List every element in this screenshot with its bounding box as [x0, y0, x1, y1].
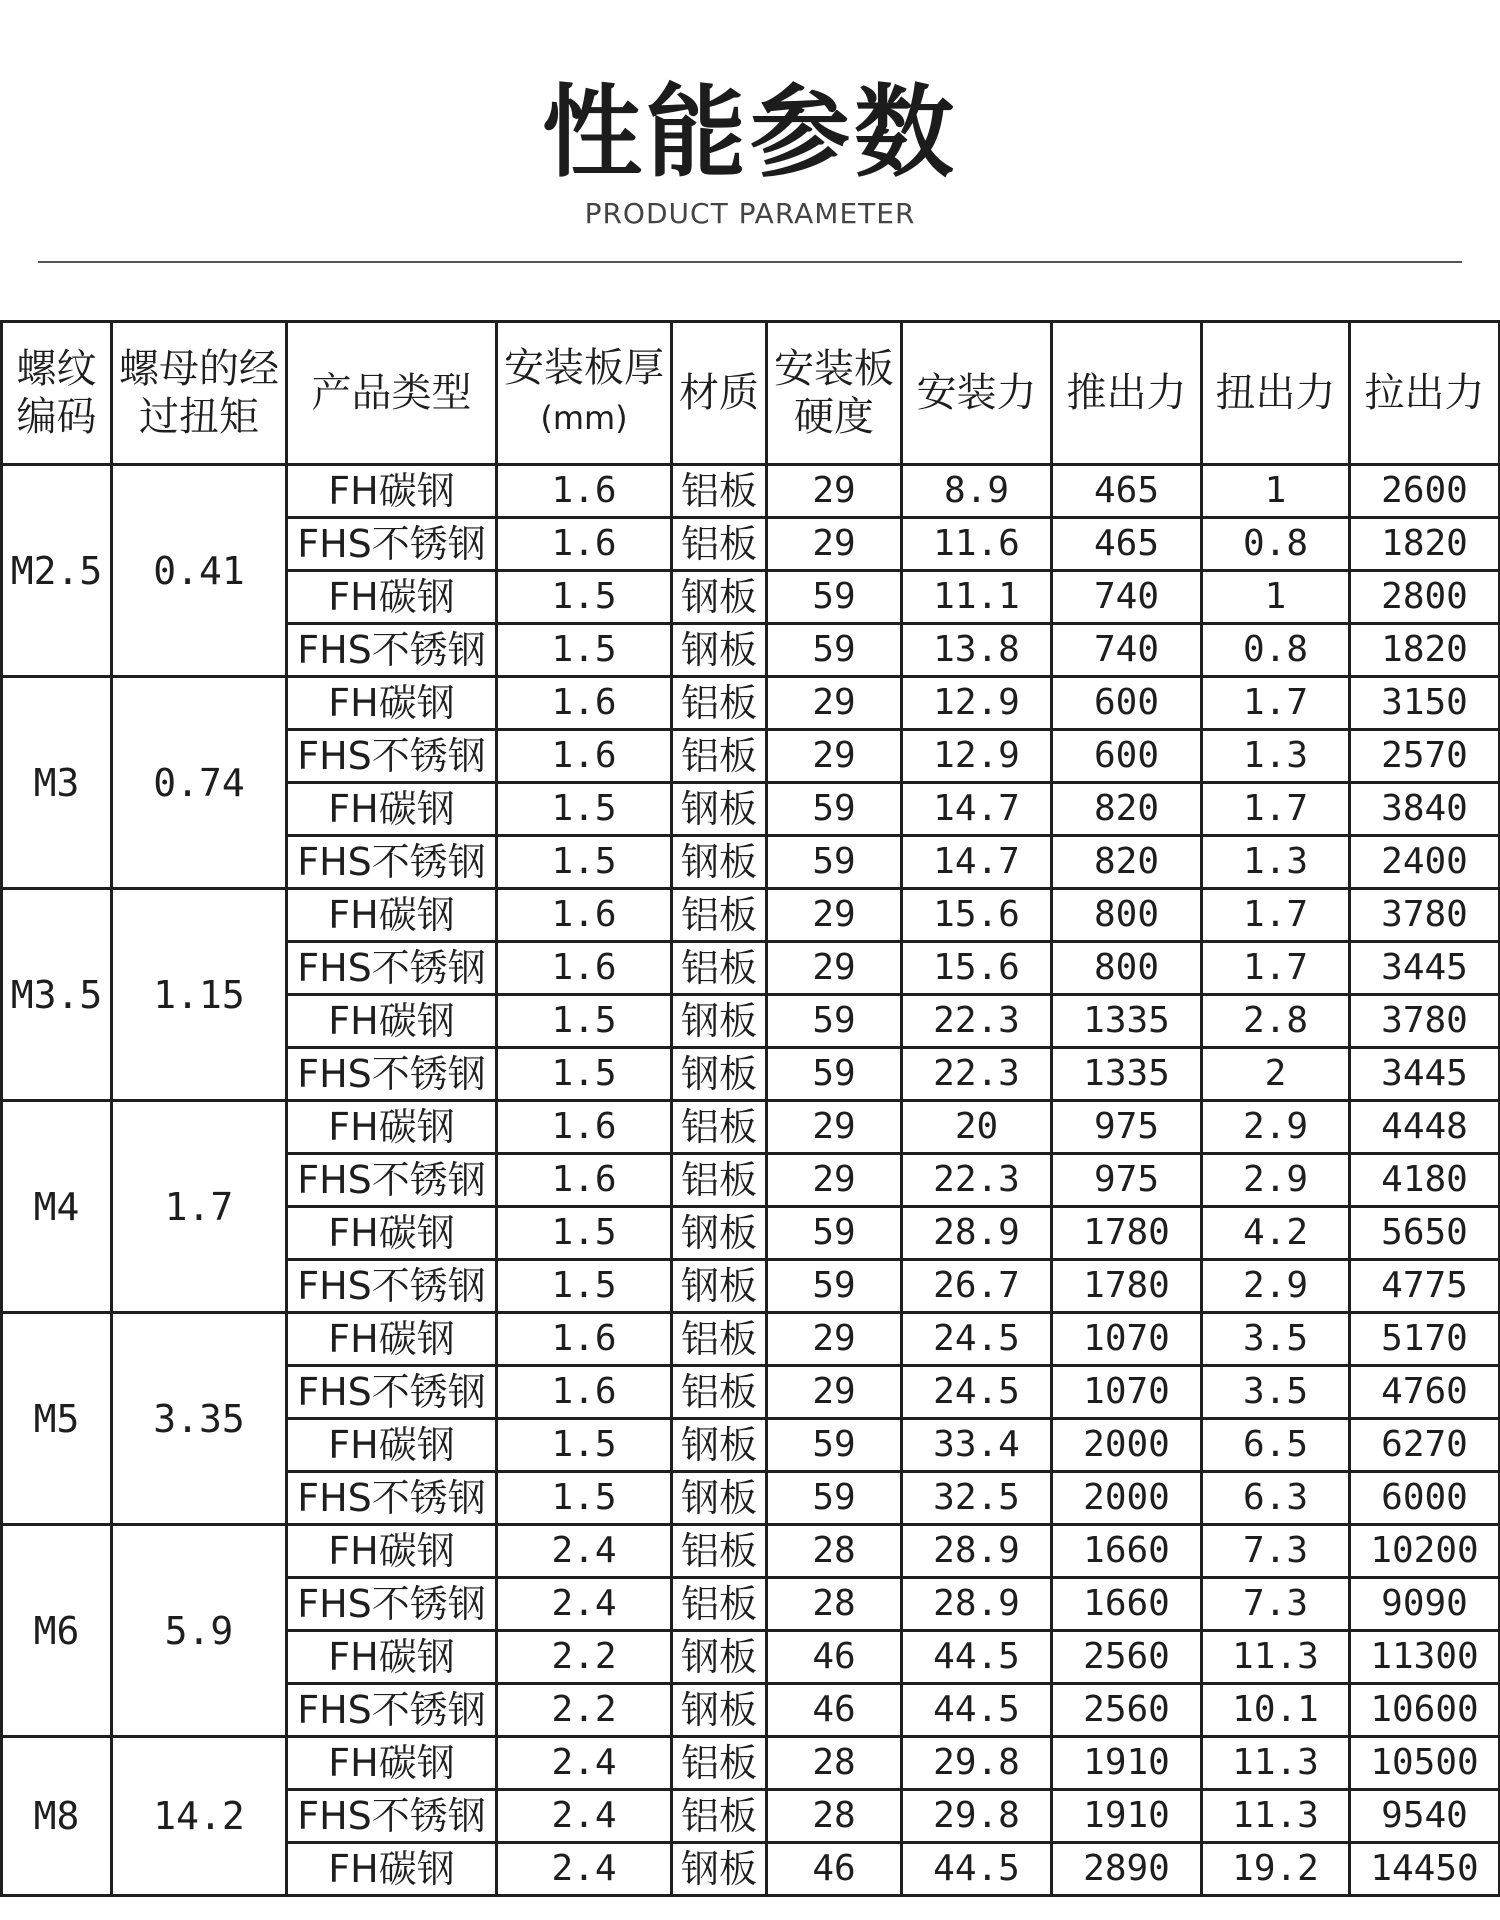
install-force-cell: 8.9	[902, 465, 1052, 518]
material-cell: 铝板	[672, 942, 767, 995]
plate-hardness-cell: 29	[767, 518, 902, 571]
install-force-cell: 28.9	[902, 1525, 1052, 1578]
push-out-force-cell: 1335	[1052, 1048, 1202, 1101]
install-force-cell: 15.6	[902, 889, 1052, 942]
pull-out-force-cell: 4448	[1350, 1101, 1500, 1154]
plate-thickness-cell: 1.6	[497, 942, 672, 995]
torque-out-force-cell: 6.5	[1202, 1419, 1350, 1472]
plate-thickness-cell: 2.4	[497, 1790, 672, 1843]
pull-out-force-cell: 9090	[1350, 1578, 1500, 1631]
col-push-out-force: 推出力	[1052, 322, 1202, 465]
torque-out-force-cell: 1.7	[1202, 783, 1350, 836]
table-row	[2, 889, 1500, 942]
plate-thickness-cell: 2.4	[497, 1578, 672, 1631]
install-force-cell: 24.5	[902, 1313, 1052, 1366]
table-row	[2, 1737, 1500, 1790]
col-pull-out-force: 拉出力	[1350, 322, 1500, 465]
pull-out-force-cell: 4775	[1350, 1260, 1500, 1313]
pull-out-force-cell: 9540	[1350, 1790, 1500, 1843]
pull-out-force-cell: 10500	[1350, 1737, 1500, 1790]
material-cell: 钢板	[672, 783, 767, 836]
pull-out-force-cell: 6270	[1350, 1419, 1500, 1472]
plate-hardness-cell: 59	[767, 1048, 902, 1101]
plate-thickness-cell: 1.5	[497, 1048, 672, 1101]
plate-thickness-cell: 2.4	[497, 1525, 672, 1578]
push-out-force-cell: 820	[1052, 783, 1202, 836]
material-cell: 钢板	[672, 995, 767, 1048]
push-out-force-cell: 600	[1052, 730, 1202, 783]
col-plate-thickness-label: 安装板厚	[504, 345, 664, 391]
material-cell: 铝板	[672, 1101, 767, 1154]
plate-thickness-cell: 2.4	[497, 1843, 672, 1896]
material-cell: 钢板	[672, 1048, 767, 1101]
torque-out-force-cell: 7.3	[1202, 1525, 1350, 1578]
col-torque: 螺母的经过扭矩	[112, 322, 287, 465]
plate-thickness-cell: 1.6	[497, 677, 672, 730]
plate-thickness-cell: 1.6	[497, 730, 672, 783]
push-out-force-cell: 2000	[1052, 1419, 1202, 1472]
torque-out-force-cell: 1	[1202, 571, 1350, 624]
plate-hardness-cell: 28	[767, 1737, 902, 1790]
torque-out-force-cell: 3.5	[1202, 1366, 1350, 1419]
torque-cell: 3.35	[112, 1313, 287, 1525]
push-out-force-cell: 800	[1052, 942, 1202, 995]
torque-out-force-cell: 2	[1202, 1048, 1350, 1101]
table-row	[2, 1101, 1500, 1154]
material-cell: 钢板	[672, 624, 767, 677]
col-plate-thickness-unit: (mm)	[540, 399, 628, 437]
product-type-cell: FHS不锈钢	[287, 1472, 497, 1525]
product-type-cell: FHS不锈钢	[287, 1684, 497, 1737]
push-out-force-cell: 1335	[1052, 995, 1202, 1048]
install-force-cell: 28.9	[902, 1578, 1052, 1631]
torque-out-force-cell: 11.3	[1202, 1790, 1350, 1843]
torque-out-force-cell: 11.3	[1202, 1737, 1350, 1790]
material-cell: 铝板	[672, 889, 767, 942]
pull-out-force-cell: 3780	[1350, 889, 1500, 942]
install-force-cell: 29.8	[902, 1790, 1052, 1843]
plate-hardness-cell: 59	[767, 1207, 902, 1260]
install-force-cell: 22.3	[902, 1048, 1052, 1101]
plate-hardness-cell: 29	[767, 942, 902, 995]
push-out-force-cell: 2890	[1052, 1843, 1202, 1896]
plate-thickness-cell: 1.5	[497, 1260, 672, 1313]
pull-out-force-cell: 14450	[1350, 1843, 1500, 1896]
torque-out-force-cell: 1.7	[1202, 942, 1350, 995]
material-cell: 钢板	[672, 836, 767, 889]
push-out-force-cell: 1660	[1052, 1525, 1202, 1578]
col-material: 材质	[672, 322, 767, 465]
material-cell: 铝板	[672, 1154, 767, 1207]
col-plate-hardness: 安装板硬度	[767, 322, 902, 465]
torque-out-force-cell: 3.5	[1202, 1313, 1350, 1366]
product-type-cell: FH碳钢	[287, 1631, 497, 1684]
install-force-cell: 22.3	[902, 1154, 1052, 1207]
material-cell: 钢板	[672, 571, 767, 624]
push-out-force-cell: 2560	[1052, 1684, 1202, 1737]
install-force-cell: 28.9	[902, 1207, 1052, 1260]
plate-thickness-cell: 1.5	[497, 1419, 672, 1472]
install-force-cell: 12.9	[902, 677, 1052, 730]
install-force-cell: 29.8	[902, 1737, 1052, 1790]
plate-hardness-cell: 59	[767, 995, 902, 1048]
pull-out-force-cell: 4180	[1350, 1154, 1500, 1207]
torque-out-force-cell: 1	[1202, 465, 1350, 518]
push-out-force-cell: 600	[1052, 677, 1202, 730]
material-cell: 铝板	[672, 1737, 767, 1790]
torque-cell: 1.7	[112, 1101, 287, 1313]
pull-out-force-cell: 5650	[1350, 1207, 1500, 1260]
torque-out-force-cell: 1.3	[1202, 836, 1350, 889]
product-type-cell: FH碳钢	[287, 677, 497, 730]
pull-out-force-cell: 3150	[1350, 677, 1500, 730]
plate-thickness-cell: 1.6	[497, 889, 672, 942]
plate-hardness-cell: 29	[767, 465, 902, 518]
plate-thickness-cell: 2.4	[497, 1737, 672, 1790]
install-force-cell: 11.1	[902, 571, 1052, 624]
push-out-force-cell: 2560	[1052, 1631, 1202, 1684]
plate-hardness-cell: 29	[767, 677, 902, 730]
pull-out-force-cell: 4760	[1350, 1366, 1500, 1419]
push-out-force-cell: 2000	[1052, 1472, 1202, 1525]
pull-out-force-cell: 1820	[1350, 518, 1500, 571]
push-out-force-cell: 1910	[1052, 1737, 1202, 1790]
product-type-cell: FHS不锈钢	[287, 836, 497, 889]
torque-out-force-cell: 0.8	[1202, 518, 1350, 571]
pull-out-force-cell: 2600	[1350, 465, 1500, 518]
torque-out-force-cell: 2.9	[1202, 1154, 1350, 1207]
torque-out-force-cell: 19.2	[1202, 1843, 1350, 1896]
plate-hardness-cell: 59	[767, 1472, 902, 1525]
product-type-cell: FH碳钢	[287, 1419, 497, 1472]
torque-out-force-cell: 1.7	[1202, 677, 1350, 730]
plate-thickness-cell: 2.2	[497, 1684, 672, 1737]
table-body	[2, 465, 1500, 1896]
material-cell: 钢板	[672, 1419, 767, 1472]
material-cell: 铝板	[672, 518, 767, 571]
table-header-row	[2, 322, 1500, 465]
parameter-table-container	[0, 320, 1500, 1920]
product-type-cell: FH碳钢	[287, 1525, 497, 1578]
push-out-force-cell: 820	[1052, 836, 1202, 889]
plate-hardness-cell: 46	[767, 1843, 902, 1896]
page-title: 性能参数	[542, 74, 958, 191]
torque-out-force-cell: 2.8	[1202, 995, 1350, 1048]
push-out-force-cell: 975	[1052, 1101, 1202, 1154]
push-out-force-cell: 1910	[1052, 1790, 1202, 1843]
torque-out-force-cell: 2.9	[1202, 1101, 1350, 1154]
material-cell: 铝板	[672, 465, 767, 518]
torque-out-force-cell: 11.3	[1202, 1631, 1350, 1684]
push-out-force-cell: 975	[1052, 1154, 1202, 1207]
material-cell: 铝板	[672, 1313, 767, 1366]
product-type-cell: FH碳钢	[287, 1737, 497, 1790]
push-out-force-cell: 1660	[1052, 1578, 1202, 1631]
thread-code-cell: M3.5	[2, 889, 112, 1101]
plate-hardness-cell: 59	[767, 1419, 902, 1472]
material-cell: 铝板	[672, 1366, 767, 1419]
plate-hardness-cell: 28	[767, 1578, 902, 1631]
product-type-cell: FH碳钢	[287, 783, 497, 836]
pull-out-force-cell: 2800	[1350, 571, 1500, 624]
plate-thickness-cell: 1.5	[497, 624, 672, 677]
plate-hardness-cell: 29	[767, 1366, 902, 1419]
install-force-cell: 26.7	[902, 1260, 1052, 1313]
col-product-type: 产品类型	[287, 322, 497, 465]
table-row	[2, 1313, 1500, 1366]
plate-thickness-cell: 1.5	[497, 836, 672, 889]
plate-hardness-cell: 29	[767, 730, 902, 783]
product-type-cell: FH碳钢	[287, 1207, 497, 1260]
pull-out-force-cell: 11300	[1350, 1631, 1500, 1684]
product-type-cell: FHS不锈钢	[287, 1260, 497, 1313]
plate-thickness-cell: 1.5	[497, 783, 672, 836]
install-force-cell: 13.8	[902, 624, 1052, 677]
torque-cell: 0.41	[112, 465, 287, 677]
install-force-cell: 14.7	[902, 783, 1052, 836]
plate-hardness-cell: 29	[767, 889, 902, 942]
material-cell: 钢板	[672, 1260, 767, 1313]
install-force-cell: 22.3	[902, 995, 1052, 1048]
col-install-force: 安装力	[902, 322, 1052, 465]
pull-out-force-cell: 3780	[1350, 995, 1500, 1048]
material-cell: 钢板	[672, 1472, 767, 1525]
pull-out-force-cell: 2400	[1350, 836, 1500, 889]
pull-out-force-cell: 5170	[1350, 1313, 1500, 1366]
material-cell: 铝板	[672, 730, 767, 783]
pull-out-force-cell: 1820	[1350, 624, 1500, 677]
torque-out-force-cell: 10.1	[1202, 1684, 1350, 1737]
plate-hardness-cell: 59	[767, 783, 902, 836]
col-thread-code: 螺纹编码	[2, 322, 112, 465]
push-out-force-cell: 1070	[1052, 1313, 1202, 1366]
header-divider	[38, 261, 1462, 263]
table-row	[2, 1525, 1500, 1578]
plate-thickness-cell: 1.5	[497, 1472, 672, 1525]
plate-hardness-cell: 28	[767, 1790, 902, 1843]
material-cell: 铝板	[672, 1790, 767, 1843]
install-force-cell: 44.5	[902, 1843, 1052, 1896]
product-type-cell: FH碳钢	[287, 1843, 497, 1896]
product-type-cell: FHS不锈钢	[287, 518, 497, 571]
install-force-cell: 12.9	[902, 730, 1052, 783]
torque-out-force-cell: 2.9	[1202, 1260, 1350, 1313]
install-force-cell: 15.6	[902, 942, 1052, 995]
product-type-cell: FHS不锈钢	[287, 942, 497, 995]
install-force-cell: 33.4	[902, 1419, 1052, 1472]
torque-out-force-cell: 4.2	[1202, 1207, 1350, 1260]
plate-hardness-cell: 59	[767, 624, 902, 677]
material-cell: 铝板	[672, 677, 767, 730]
push-out-force-cell: 465	[1052, 518, 1202, 571]
install-force-cell: 20	[902, 1101, 1052, 1154]
plate-thickness-cell: 1.6	[497, 1366, 672, 1419]
thread-code-cell: M2.5	[2, 465, 112, 677]
install-force-cell: 32.5	[902, 1472, 1052, 1525]
product-type-cell: FHS不锈钢	[287, 1790, 497, 1843]
plate-thickness-cell: 1.6	[497, 1101, 672, 1154]
product-type-cell: FH碳钢	[287, 571, 497, 624]
product-type-cell: FH碳钢	[287, 995, 497, 1048]
plate-hardness-cell: 28	[767, 1525, 902, 1578]
push-out-force-cell: 1070	[1052, 1366, 1202, 1419]
push-out-force-cell: 1780	[1052, 1207, 1202, 1260]
plate-hardness-cell: 46	[767, 1631, 902, 1684]
col-plate-thickness	[497, 322, 672, 465]
thread-code-cell: M3	[2, 677, 112, 889]
plate-hardness-cell: 59	[767, 1260, 902, 1313]
plate-hardness-cell: 29	[767, 1101, 902, 1154]
product-type-cell: FHS不锈钢	[287, 1578, 497, 1631]
torque-cell: 5.9	[112, 1525, 287, 1737]
thread-code-cell: M6	[2, 1525, 112, 1737]
plate-thickness-cell: 1.5	[497, 1207, 672, 1260]
product-type-cell: FHS不锈钢	[287, 624, 497, 677]
parameter-table	[0, 320, 1500, 1897]
product-type-cell: FHS不锈钢	[287, 1154, 497, 1207]
push-out-force-cell: 1780	[1052, 1260, 1202, 1313]
plate-thickness-cell: 2.2	[497, 1631, 672, 1684]
pull-out-force-cell: 3445	[1350, 1048, 1500, 1101]
col-torque-out-force: 扭出力	[1202, 322, 1350, 465]
thread-code-cell: M4	[2, 1101, 112, 1313]
push-out-force-cell: 740	[1052, 624, 1202, 677]
torque-out-force-cell: 1.7	[1202, 889, 1350, 942]
install-force-cell: 24.5	[902, 1366, 1052, 1419]
pull-out-force-cell: 10200	[1350, 1525, 1500, 1578]
plate-thickness-cell: 1.6	[497, 465, 672, 518]
install-force-cell: 44.5	[902, 1631, 1052, 1684]
table-row	[2, 677, 1500, 730]
thread-code-cell: M5	[2, 1313, 112, 1525]
plate-hardness-cell: 59	[767, 571, 902, 624]
product-type-cell: FH碳钢	[287, 1313, 497, 1366]
page-header	[0, 0, 1500, 262]
product-type-cell: FHS不锈钢	[287, 730, 497, 783]
torque-out-force-cell: 1.3	[1202, 730, 1350, 783]
material-cell: 钢板	[672, 1684, 767, 1737]
material-cell: 铝板	[672, 1578, 767, 1631]
page-subtitle: PRODUCT PARAMETER	[584, 197, 916, 230]
plate-thickness-cell: 1.6	[497, 1313, 672, 1366]
thread-code-cell: M8	[2, 1737, 112, 1896]
push-out-force-cell: 465	[1052, 465, 1202, 518]
plate-hardness-cell: 29	[767, 1154, 902, 1207]
material-cell: 钢板	[672, 1843, 767, 1896]
product-type-cell: FHS不锈钢	[287, 1366, 497, 1419]
push-out-force-cell: 740	[1052, 571, 1202, 624]
torque-cell: 14.2	[112, 1737, 287, 1896]
plate-hardness-cell: 29	[767, 1313, 902, 1366]
pull-out-force-cell: 3445	[1350, 942, 1500, 995]
pull-out-force-cell: 3840	[1350, 783, 1500, 836]
plate-hardness-cell: 46	[767, 1684, 902, 1737]
plate-thickness-cell: 1.5	[497, 995, 672, 1048]
torque-cell: 0.74	[112, 677, 287, 889]
plate-hardness-cell: 59	[767, 836, 902, 889]
pull-out-force-cell: 6000	[1350, 1472, 1500, 1525]
material-cell: 铝板	[672, 1525, 767, 1578]
torque-out-force-cell: 6.3	[1202, 1472, 1350, 1525]
product-type-cell: FH碳钢	[287, 1101, 497, 1154]
product-type-cell: FHS不锈钢	[287, 1048, 497, 1101]
product-type-cell: FH碳钢	[287, 465, 497, 518]
torque-cell: 1.15	[112, 889, 287, 1101]
material-cell: 钢板	[672, 1207, 767, 1260]
install-force-cell: 44.5	[902, 1684, 1052, 1737]
plate-thickness-cell: 1.6	[497, 518, 672, 571]
plate-thickness-cell: 1.6	[497, 1154, 672, 1207]
product-type-cell: FH碳钢	[287, 889, 497, 942]
table-row	[2, 465, 1500, 518]
install-force-cell: 11.6	[902, 518, 1052, 571]
material-cell: 钢板	[672, 1631, 767, 1684]
torque-out-force-cell: 7.3	[1202, 1578, 1350, 1631]
install-force-cell: 14.7	[902, 836, 1052, 889]
push-out-force-cell: 800	[1052, 889, 1202, 942]
plate-thickness-cell: 1.5	[497, 571, 672, 624]
pull-out-force-cell: 10600	[1350, 1684, 1500, 1737]
torque-out-force-cell: 0.8	[1202, 624, 1350, 677]
pull-out-force-cell: 2570	[1350, 730, 1500, 783]
